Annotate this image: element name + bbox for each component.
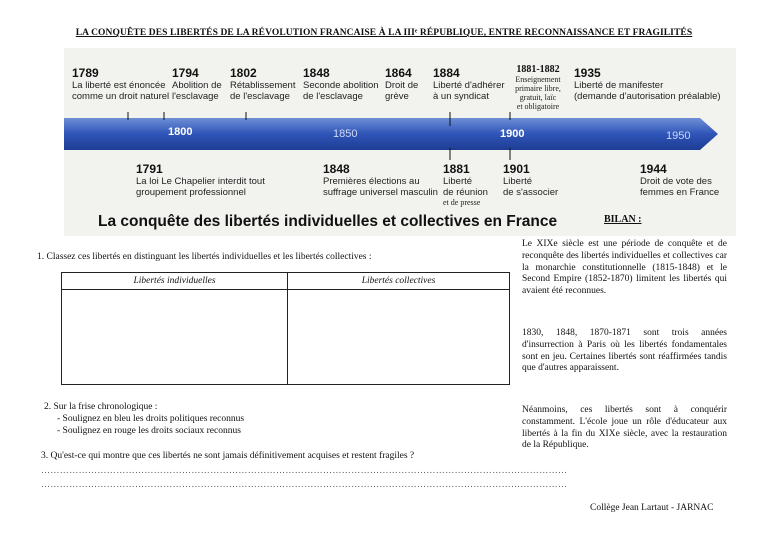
- bilan-paragraph-2: 1830, 1848, 1870-1871 sont trois années d'insurrection à Paris où les libertés fondamentales sont en jeu. Certaines libertés sont réaffirmées tandis que d'autres apparaissent.: [522, 328, 727, 374]
- event-1791: 1791 La loi Le Chapelier interdit tout groupement professionnel: [136, 162, 265, 198]
- header-collective: Libertés collectives: [288, 273, 510, 290]
- event-1789: 1789 La liberté est énoncée comme un droit naturel: [72, 66, 170, 102]
- event-1848-abolition: 1848 Seconde abolition de l'esclavage: [303, 66, 379, 102]
- tick-1950: 1950: [666, 130, 691, 142]
- cell-individual-answer[interactable]: [62, 290, 288, 385]
- event-1794: 1794 Abolition de l'esclavage: [172, 66, 222, 102]
- bilan-title: BILAN :: [604, 214, 642, 225]
- tick-1850: 1850: [333, 128, 358, 140]
- tick-1900: 1900: [500, 128, 525, 140]
- event-1935: 1935 Liberté de manifester (demande d'autorisation préalable): [574, 66, 721, 102]
- question-2-item-red: - Soulignez en rouge les droits sociaux reconnus: [57, 426, 241, 436]
- footer-school: Collège Jean Lartaut - JARNAC: [590, 503, 714, 513]
- event-1848-suffrage: 1848 Premières élections au suffrage universel masculin: [323, 162, 438, 198]
- event-1881-1882: 1881-1882 Enseignement primaire libre, gratuit, laïc et obligatoire: [515, 64, 561, 111]
- question-2-item-blue: - Soulignez en bleu les droits politiques reconnus: [57, 414, 245, 424]
- cell-collective-answer[interactable]: [288, 290, 510, 385]
- question-1: 1. Classez ces libertés en distinguant les libertés individuelles et les libertés collectives :: [37, 252, 372, 262]
- question-2: 2. Sur la frise chronologique :: [44, 402, 158, 412]
- classification-table: [61, 272, 510, 385]
- event-1944: 1944 Droit de vote des femmes en France: [640, 162, 720, 198]
- event-1884: 1884 Liberté d'adhérer à un syndicat: [433, 66, 505, 102]
- event-1864: 1864 Droit de grève: [385, 66, 419, 102]
- event-1881: 1881 Liberté de réunion et de presse: [443, 162, 488, 207]
- event-1901: 1901 Liberté de s'associer: [503, 162, 559, 198]
- tick-1800: 1800: [168, 126, 193, 138]
- timeline-caption: La conquête des libertés individuelles et collectives en France: [98, 213, 558, 230]
- bilan-paragraph-3: Néanmoins, ces libertés sont à conquérir constamment. L'école joue un rôle d'éducateur aux libertés à la fin du XIXe siècle, avec la restauration de la République.: [522, 405, 727, 451]
- event-1802: 1802 Rétablissement de l'esclavage: [230, 66, 296, 102]
- answer-line-2[interactable]: ……………………………………………………………………………………………………………………………………………………: [41, 479, 568, 489]
- header-individual: Libertés individuelles: [62, 273, 288, 290]
- answer-line-1[interactable]: ……………………………………………………………………………………………………………………………………………………: [41, 465, 568, 475]
- bilan-paragraph-1: Le XIXe siècle est une période de conquête et de reconquête des libertés individuelles et collectives car la monarchie constitutionnelle (1815-1848) et le Second Empire (1852-1870) limitent les libertés qui avaient été reconnues.: [522, 239, 727, 297]
- page-title: LA CONQUÊTE DES LIBERTÉS DE LA RÉVOLUTION FRANCAISE À LA IIIᵉ RÉPUBLIQUE, ENTRE RECONNAISSANCE ET FRAGILITÉS: [75, 28, 693, 38]
- question-3: 3. Qu'est-ce qui montre que ces libertés ne sont jamais définitivement acquises et restent fragiles ?: [41, 451, 415, 461]
